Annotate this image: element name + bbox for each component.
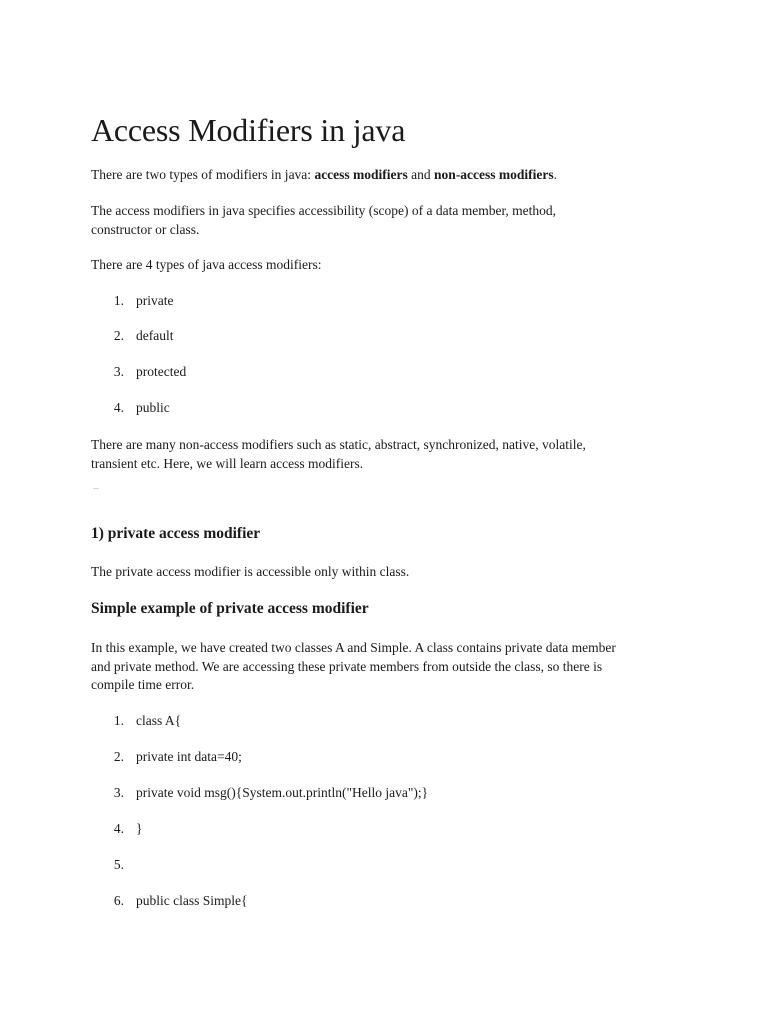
code-line-number: 4. (113, 821, 124, 836)
code-line-text: } (136, 821, 143, 836)
list-item-text: public (136, 400, 170, 415)
code-line-text: private void msg(){System.out.println("Hello java");} (136, 785, 429, 800)
code-line-text: class A{ (136, 713, 182, 728)
intro-suffix: . (553, 167, 558, 182)
types-intro-paragraph: There are 4 types of java access modifiers: (91, 257, 322, 272)
non-access-paragraph-line-1: There are many non-access modifiers such as static, abstract, synchronized, native, volatile, (91, 437, 586, 452)
example-heading: Simple example of private access modifier (91, 600, 369, 617)
code-line-number: 5. (113, 857, 124, 872)
page-title: Access Modifiers in java (91, 112, 406, 148)
faint-mark (93, 488, 99, 489)
example-paragraph-line-1: In this example, we have created two classes A and Simple. A class contains private data member (91, 640, 616, 655)
non-access-paragraph-line-2: transient etc. Here, we will learn access modifiers. (91, 456, 364, 471)
list-item-text: private (136, 293, 174, 308)
code-line-text: private int data=40; (136, 749, 242, 764)
list-item-text: protected (136, 364, 187, 379)
intro-bold-access-modifiers: access modifiers (314, 167, 408, 182)
intro-bold-non-access-modifiers: non-access modifiers (434, 167, 554, 182)
list-item-number: 4. (113, 400, 124, 415)
intro-mid: and (407, 167, 435, 182)
code-line-number: 3. (113, 785, 124, 800)
list-item-number: 1. (113, 293, 124, 308)
code-line-number: 1. (113, 713, 124, 728)
scope-paragraph-line-2: constructor or class. (91, 222, 200, 237)
code-line-number: 2. (113, 749, 124, 764)
list-item-number: 3. (113, 364, 124, 379)
list-item-number: 2. (113, 328, 124, 343)
code-line-text: public class Simple{ (136, 893, 248, 908)
section-heading-private: 1) private access modifier (91, 525, 261, 542)
example-paragraph-line-3: compile time error. (91, 677, 195, 692)
intro-prefix: There are two types of modifiers in java: (91, 167, 315, 182)
scope-paragraph-line-1: The access modifiers in java specifies accessibility (scope) of a data member, method, (91, 203, 557, 218)
list-item-text: default (136, 328, 174, 343)
code-line-number: 6. (113, 893, 124, 908)
intro-paragraph (91, 165, 557, 184)
private-description: The private access modifier is accessible only within class. (91, 564, 410, 579)
example-paragraph-line-2: and private method. We are accessing these private members from outside the class, so there is (91, 659, 603, 674)
